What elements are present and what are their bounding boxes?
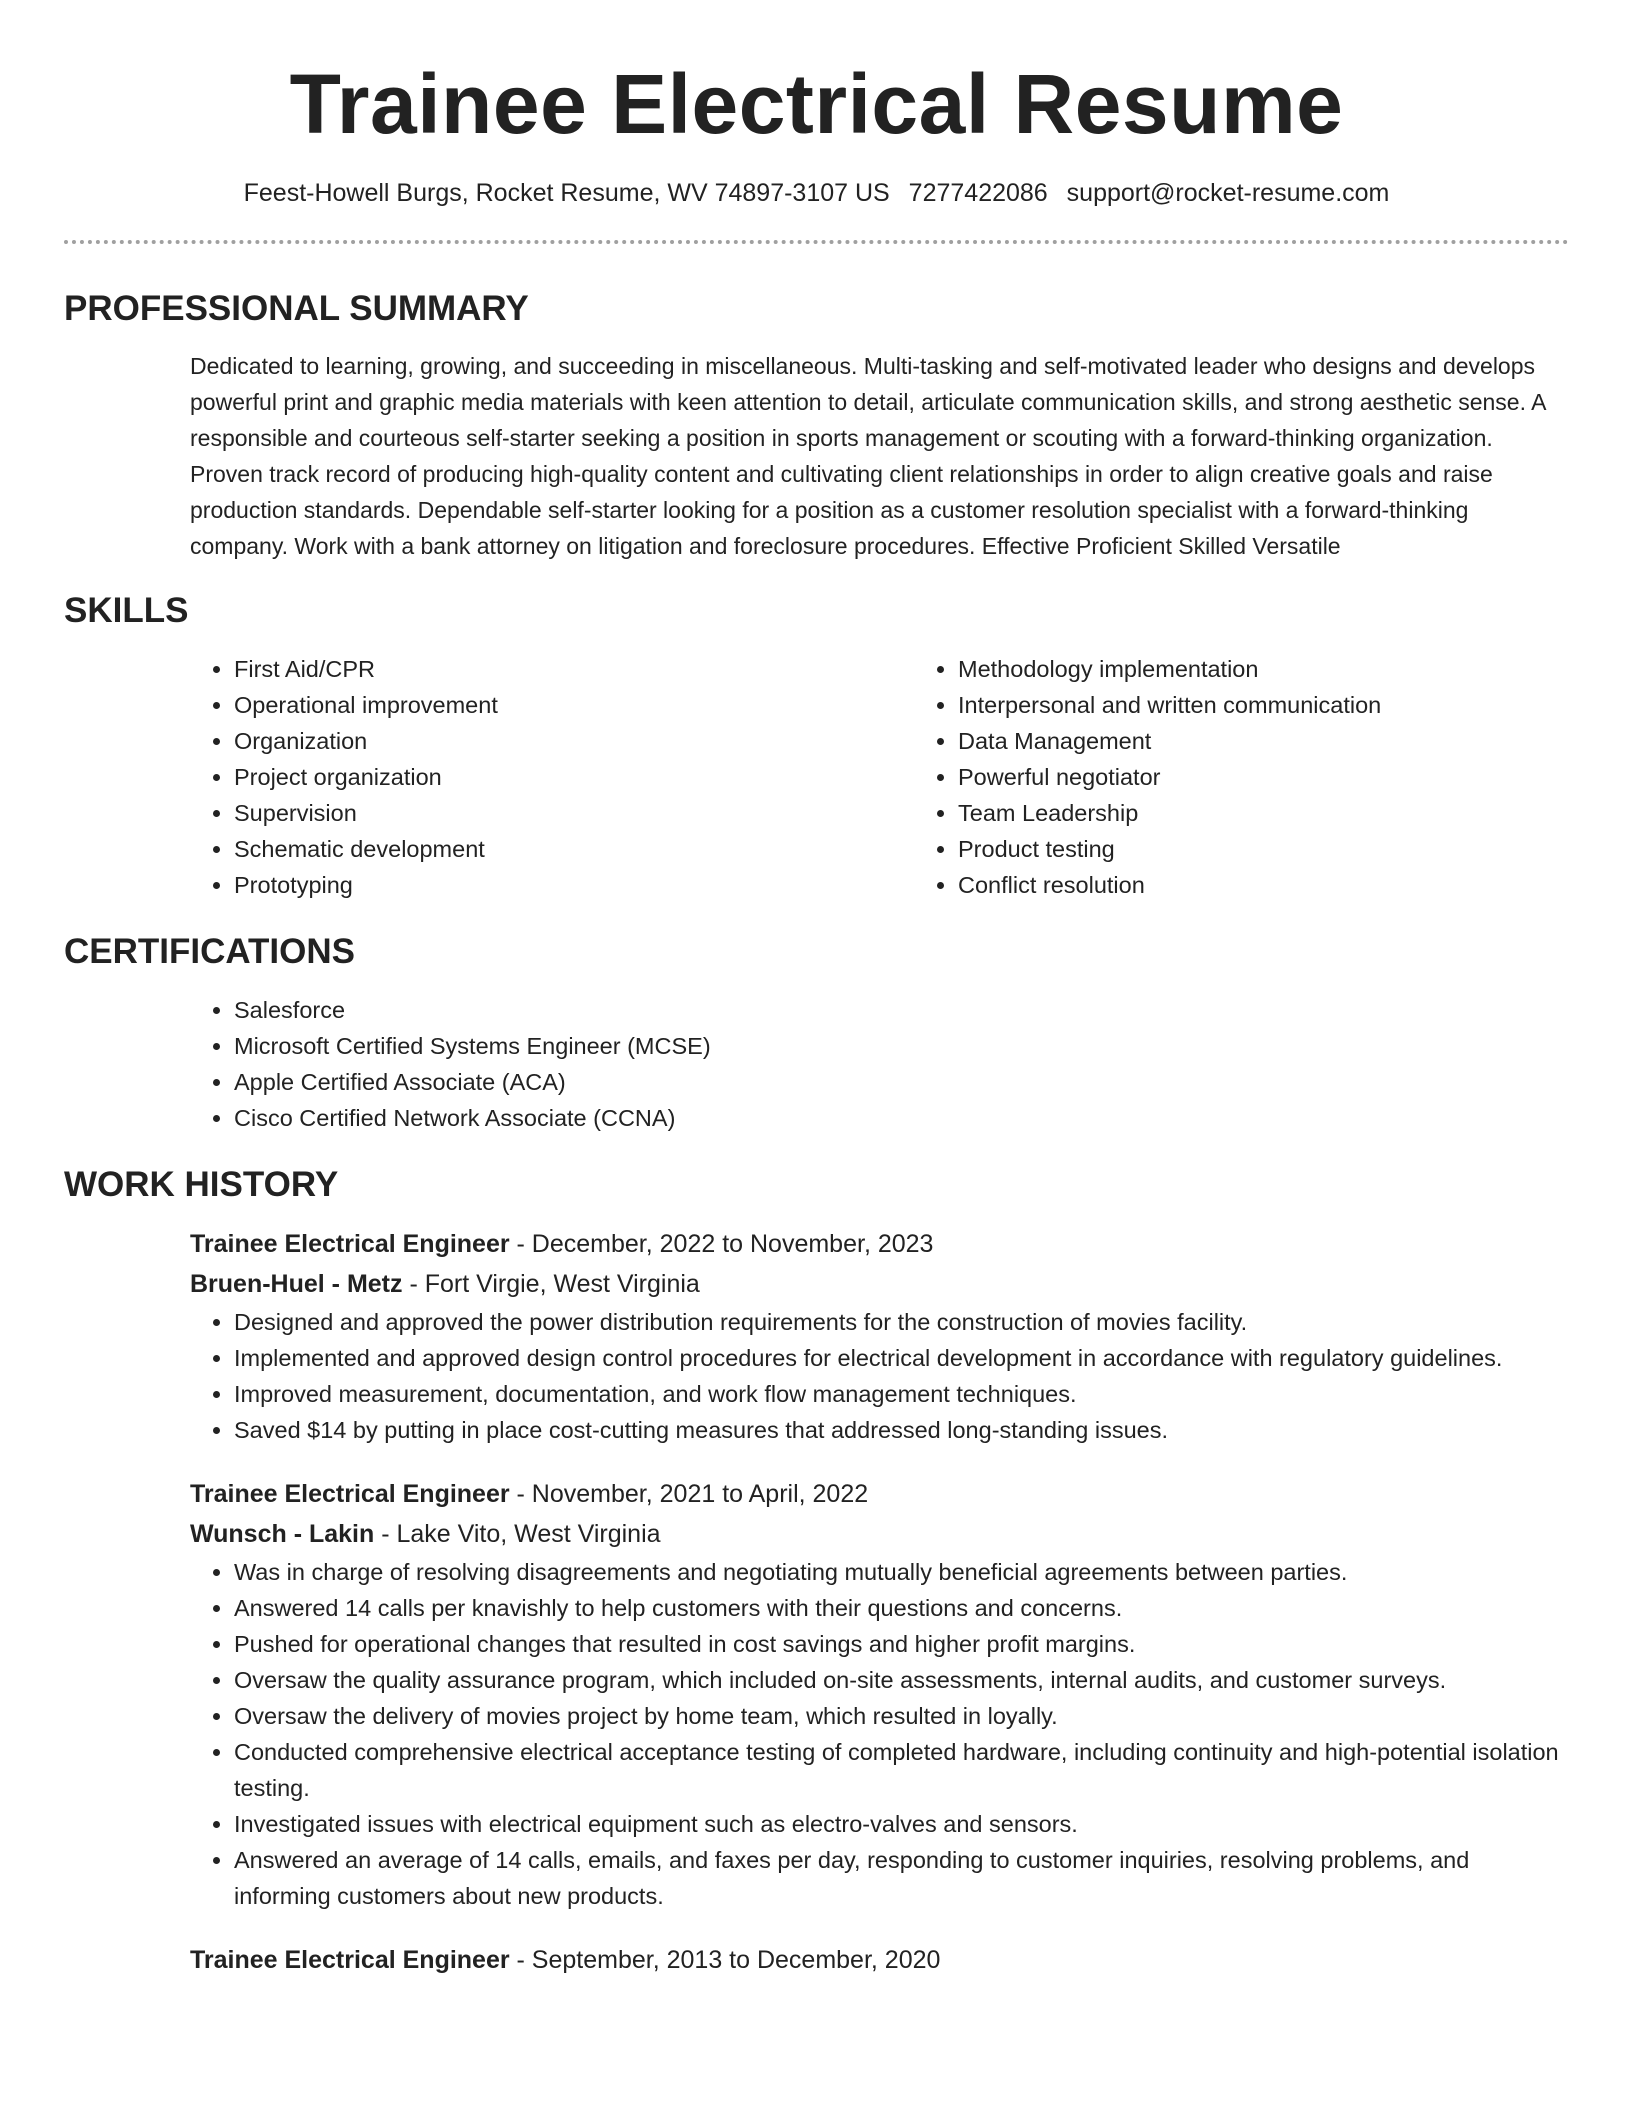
list-item: • Data Management	[958, 723, 1632, 759]
job-bullets	[190, 1554, 1569, 1914]
contact-phone: 7277422086	[908, 179, 1048, 207]
contact-email: support@rocket-resume.com	[1066, 179, 1390, 207]
list-item: • Oversaw the quality assurance program, which included on-site assessments, internal audits, and customer surveys.	[234, 1662, 1569, 1698]
list-item: • Organization	[234, 723, 914, 759]
work-history-section	[64, 1164, 1569, 1980]
job-dates: - September, 2013 to December, 2020	[509, 1946, 941, 1974]
summary-section	[64, 288, 1569, 564]
skills-section	[64, 590, 1569, 903]
list-item: • Answered an average of 14 calls, emails, and faxes per day, responding to customer inquiries, resolving problems, and informing customers about new products.	[234, 1842, 1569, 1914]
list-item: • Team Leadership	[958, 795, 1632, 831]
list-item: • Saved $14 by putting in place cost-cutting measures that addressed long-standing issues.	[234, 1412, 1569, 1448]
contact-address: Feest-Howell Burgs, Rocket Resume, WV 74897-3107 US	[243, 179, 890, 207]
job-entry	[190, 1474, 1569, 1914]
job-role: Trainee Electrical Engineer	[190, 1480, 510, 1508]
list-item: • Schematic development	[234, 831, 914, 867]
skills-list	[190, 651, 1569, 903]
list-item: • Conflict resolution	[958, 867, 1632, 903]
list-item: • Powerful negotiator	[958, 759, 1632, 795]
list-item: • Designed and approved the power distribution requirements for the construction of movies facility.	[234, 1304, 1569, 1340]
skills-heading: SKILLS	[64, 591, 189, 630]
list-item: • Project organization	[234, 759, 914, 795]
certifications-heading: CERTIFICATIONS	[64, 932, 356, 971]
list-item: • Implemented and approved design control procedures for electrical development in accordance with regulatory guidelines.	[234, 1340, 1569, 1376]
job-dates: - November, 2021 to April, 2022	[509, 1480, 869, 1508]
company-location: - Lake Vito, West Virginia	[374, 1520, 661, 1548]
company-location: - Fort Virgie, West Virginia	[402, 1270, 700, 1298]
list-item: • First Aid/CPR	[234, 651, 914, 687]
skills-column-left	[190, 651, 914, 903]
list-item: • Was in charge of resolving disagreements and negotiating mutually beneficial agreements between parties.	[234, 1554, 1569, 1590]
list-item: • Pushed for operational changes that resulted in cost savings and higher profit margins.	[234, 1626, 1569, 1662]
list-item: • Improved measurement, documentation, and work flow management techniques.	[234, 1376, 1569, 1412]
work-history-heading: WORK HISTORY	[64, 1165, 339, 1204]
company-line	[190, 1514, 1569, 1554]
job-title-line	[190, 1940, 1569, 1980]
list-item: • Product testing	[958, 831, 1632, 867]
list-item: • Conducted comprehensive electrical acceptance testing of completed hardware, including continuity and high-potential isolation testing.	[234, 1734, 1569, 1806]
company-name: Bruen-Huel - Metz	[190, 1270, 403, 1298]
list-item: • Methodology implementation	[958, 651, 1632, 687]
list-item: • Microsoft Certified Systems Engineer (MCSE)	[234, 1028, 1569, 1064]
job-entry	[190, 1224, 1569, 1448]
job-dates: - December, 2022 to November, 2023	[509, 1230, 934, 1258]
list-item: • Supervision	[234, 795, 914, 831]
list-item: • Oversaw the delivery of movies project by home team, which resulted in loyally.	[234, 1698, 1569, 1734]
job-role: Trainee Electrical Engineer	[190, 1946, 510, 1974]
job-entry	[190, 1940, 1569, 1980]
list-item: • Salesforce	[234, 992, 1569, 1028]
resume-title: Trainee Electrical Resume	[289, 57, 1344, 151]
job-title-line	[190, 1224, 1569, 1264]
job-bullets	[190, 1304, 1569, 1448]
certifications-section	[64, 931, 1569, 1136]
company-name: Wunsch - Lakin	[190, 1520, 375, 1548]
contact-line	[64, 178, 1569, 208]
summary-heading: PROFESSIONAL SUMMARY	[64, 289, 529, 328]
list-item: • Interpersonal and written communication	[958, 687, 1632, 723]
skills-column-right	[914, 651, 1632, 903]
list-item: • Investigated issues with electrical equipment such as electro-valves and sensors.	[234, 1806, 1569, 1842]
certifications-list	[190, 992, 1569, 1136]
list-item: • Apple Certified Associate (ACA)	[234, 1064, 1569, 1100]
header-divider	[64, 240, 1569, 244]
job-role: Trainee Electrical Engineer	[190, 1230, 510, 1258]
list-item: • Operational improvement	[234, 687, 914, 723]
resume-page	[64, 0, 1569, 1980]
list-item: • Cisco Certified Network Associate (CCNA)	[234, 1100, 1569, 1136]
company-line	[190, 1264, 1569, 1304]
list-item: • Answered 14 calls per knavishly to help customers with their questions and concerns.	[234, 1590, 1569, 1626]
list-item: • Prototyping	[234, 867, 914, 903]
summary-text: Dedicated to learning, growing, and succeeding in miscellaneous. Multi-tasking and self-motivated leader who designs and develops powerful print and graphic media materials with keen attention to detail, articulate communication skills, and strong aesthetic sense. A responsible and courteous self-starter seeking a position in sports management or scouting with a forward-thinking organization. Proven track record of producing high-quality content and cultivating client relationships in order to align creative goals and raise production standards. Dependable self-starter looking for a position as a customer resolution specialist with a forward-thinking company. Work with a bank attorney on litigation and foreclosure procedures. Effective Proficient Skilled Versatile	[190, 353, 1546, 559]
job-title-line	[190, 1474, 1569, 1514]
